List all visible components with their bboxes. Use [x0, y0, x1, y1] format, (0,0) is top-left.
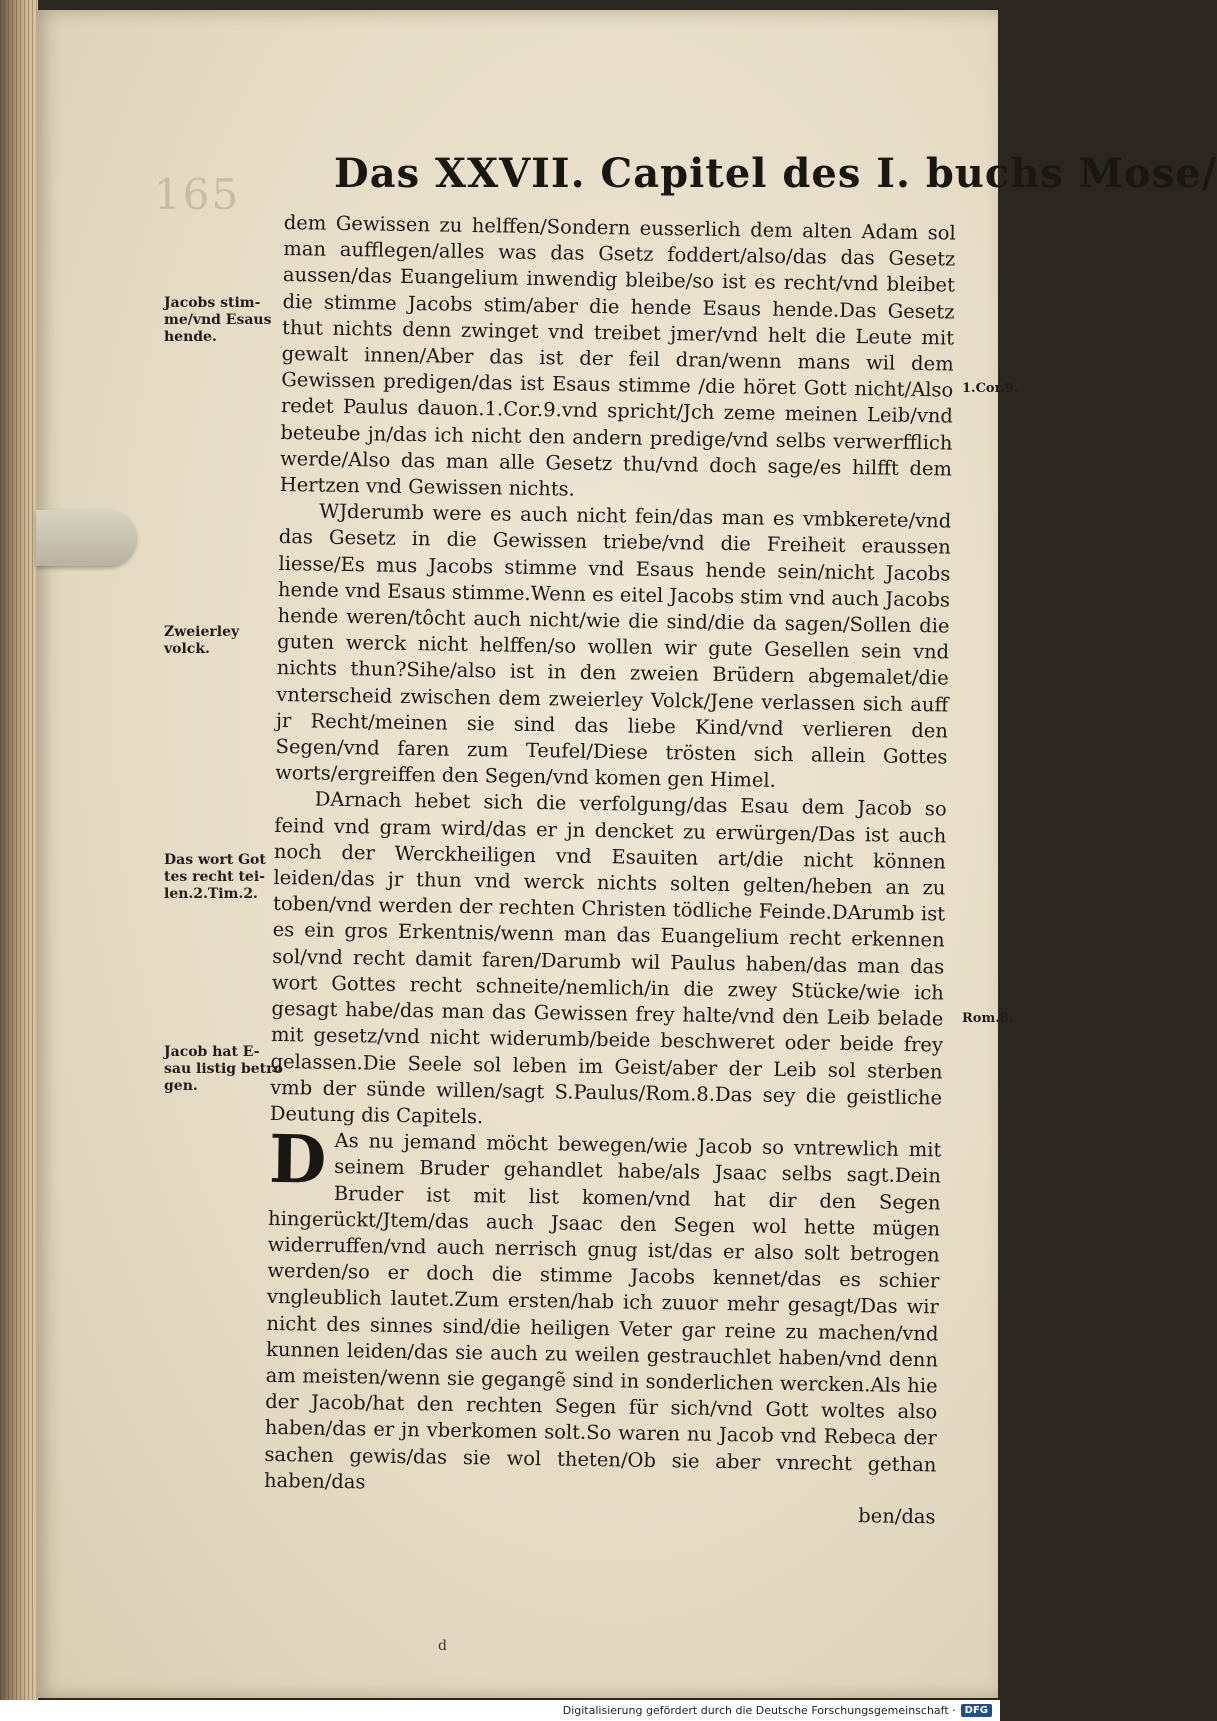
book-page [36, 10, 1217, 1698]
paragraph-3: DArnach hebet sich die verfolgung/das Esau dem Jacob so feind vnd gram wird/das er jn dencket zu erwürgen/Das ist auch noch der Werckheiligen vnd Esauiten art/die nicht können leiden/das jr thun vnd werck nichts solten gelten/heben an zu toben/vnd werden der rechten Christen tödliche Feinde.DArumb ist es ein gros Erkentnis/wenn man das Euangelium recht erkennen sol/vnd recht damit faren/Darumb wil Paulus haben/das man das wort Gottes recht schneite/nemlich/in die zwey Stücke/wie ich gesagt habe/das man das Gewissen frey halte/vnd den Leib belade mit gesetz/vnd nicht widerumb/beide beschweret oder beide frey gelassen.Die Seele sol leben im Geist/aber der Leib sol sterben vmb der sünde willen/sagt S.Paulus/Rom.8.Das sey die geistliche Deutung dis Capitels. [269, 788, 947, 1129]
margin-note-cor: 1.Cor.9. [962, 381, 1019, 396]
margin-note-rom: Rom.8. [962, 1011, 1014, 1026]
footer-credit: Digitalisierung gefördert durch die Deutsche Forschungsgemeinschaft · [562, 1704, 956, 1717]
dfg-logo: DFG [961, 1704, 992, 1717]
margin-note-jacob-stimme: Jacobs stim- me/vnd Esaus hende. [164, 295, 272, 345]
digitization-footer [0, 1700, 1000, 1721]
margin-note-wort-gottes: Das wort Got tes recht tei- len.2.Tim.2. [164, 852, 266, 902]
margin-note-jacob-listig: Jacob hat E- sau listig betro gen. [164, 1044, 283, 1094]
signature-mark: d [438, 1638, 447, 1654]
page-header: Das XXVII. Capitel des I. buchs Mose/ [334, 150, 1217, 197]
paragraph-2: WJderumb were es auch nicht fein/das man es vmbkerete/vnd das Gesetz in die Gewissen triebe/vnd die Freiheit eraussen liesse/Es mus Jacobs stimme vnd Esaus hende sein/nicht Jacobs hende vnd Esaus stimme.Wenn es eitel Jacobs stim vnd auch Jacobs hende weren/tôcht auch nicht/wie die sind/die da sagen/Sollen die guten werck nicht helffen/so wollen wir gute Gesellen sein vnd nichts thun?Sihe/also ist in den zweien Brüdern abgemalet/die vnterscheid zwischen dem zweierley Volck/Jene verlassen sich auff jr Recht/meinen sie sind das liebe Kind/vnd verlieren den Segen/vnd faren zum Teufel/Diese trösten sich allein Gottes worts/ergreiffen den Segen/vnd komen gen Himel. [274, 499, 952, 793]
bookmark-ribbon [36, 510, 136, 566]
margin-note-zweierley: Zweierley volck. [164, 624, 240, 657]
bleed-through-mark: 165 [154, 170, 241, 219]
catchword: ben/das [858, 1504, 936, 1529]
paragraph-4 [263, 1119, 942, 1504]
drop-cap: D [268, 1119, 327, 1199]
page-edge-lines [0, 0, 38, 1700]
book-page-edges [0, 0, 38, 1700]
paragraph-4-text: As nu jemand möcht bewegen/wie Jacob so vntrewlich mit seinem Bruder gehandlet habe/als Jsaac selbs sagt.Dein Bruder ist mit list komen/vnd hat dir den Segen hingerückt/Jtem/das auch Jsaac den Segen wol hette mügen widerruffen/vnd auch nerrisch gnug ist/das er also solt betrogen werden/so er doch die stimme Jacobs kennet/das es schier vngleublich lautet.Zum ersten/hab ich zuuor mehr gesagt/Das wir nicht des sinnes sind/die heiligen Veter gar reine zu machen/vnd kunnen leiden/das sie auch zu weilen gestrauchlet haben/vnd denn am meisten/wenn sie gegangẽ sind in sonderlichen wercken.Als hie der Jacob/hat den rechten Segen für sich/vnd Gott woltes also haben/das er jn vberkomen solt.So waren nu Jacob vnd Rebeca der sachen gewis/das sie wol theten/Ob sie aber vnrecht gethan haben/das [263, 1129, 942, 1494]
body-text [263, 210, 955, 1531]
paragraph-1: dem Gewissen zu helffen/Sondern eusserlich dem alten Adam sol man aufflegen/alles was das Gsetz foddert/also/das das Gesetz aussen/das Euangelium inwendig bleibe/so ist es recht/vnd bleibet die stimme Jacobs stim/aber die hende Esaus hende.Das Gesetz thut nichts denn zwinget vnd treibet jmer/vnd helt die Leute mit gewalt innen/Aber das ist der feil dran/wenn mans wil dem Gewissen predigen/das ist Esaus stimme /die höret Gott nicht/Also redet Paulus dauon.1.Cor.9.vnd spricht/Jch zeme meinen Leib/vnd beteube jn/das ich nicht den andern predige/vnd selbs verwerfflich werde/Also das man alle Gesetz thu/vnd doch sage/es hilfft dem Hertzen vnd Gewissen nichts. [279, 210, 956, 501]
